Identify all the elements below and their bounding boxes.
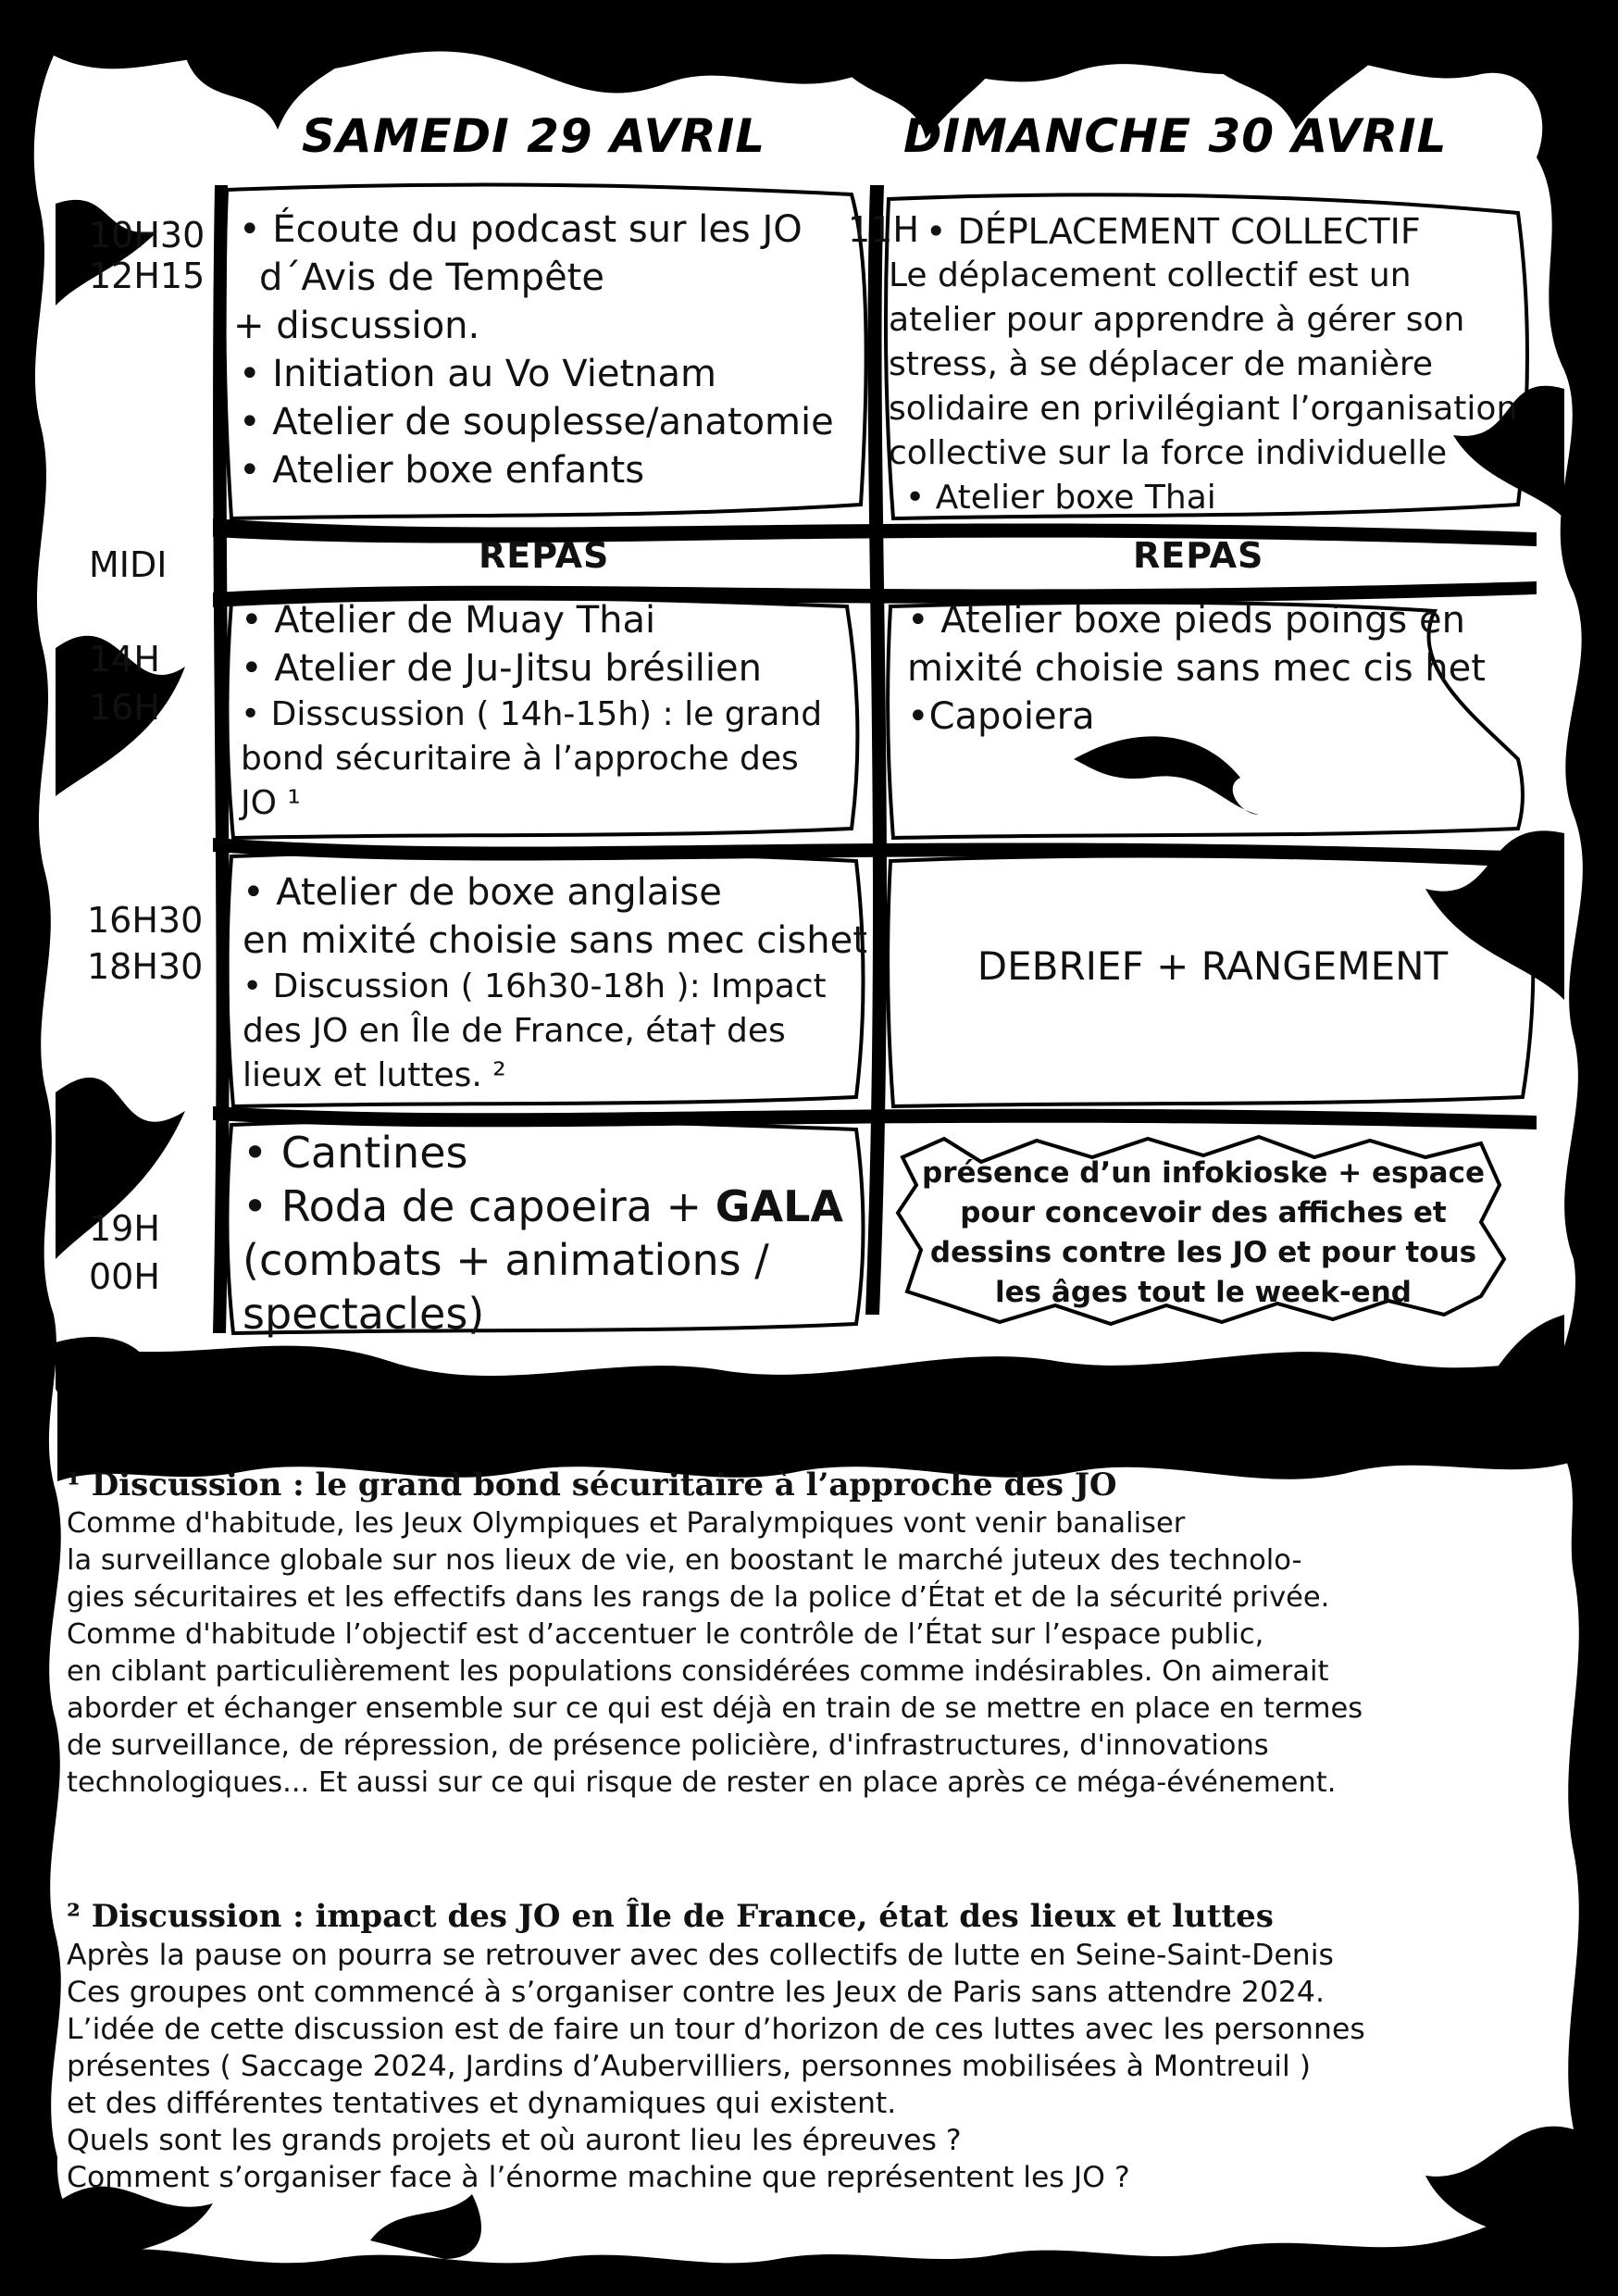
description-line: collective sur la force individuelle [889,434,1448,472]
time-row1: 10H30 12H15 [89,215,205,296]
activity-item: • Atelier de Muay Thai [241,599,656,642]
description-line: solidaire en privilégiant l’organisation [889,390,1518,428]
activity-item: spectacles) [243,1289,485,1339]
footnote-2-title: ² Discussion : impact des JO en Île de France, état des lieux et luttes [67,1898,1274,1935]
time-row4: 16H30 18H30 [87,900,204,987]
time-row3: 14H 16H [89,639,160,728]
activity-item: (combats + animations / [243,1235,769,1285]
activity-item: • Atelier de souplesse/anatomie [239,401,834,443]
activity-item: + discussion. [233,305,480,347]
saturday-afternoon-activities [241,596,822,826]
activity-item: bond sécuritaire à l’approche des [241,740,799,778]
sunday-morning-activities [889,209,1518,520]
activity-item: en mixité choisie sans mec cishet [243,919,867,962]
infokioske-note: présence d’un infokioske + espace pour concevoir des affiches et dessins contre les JO et pour tous les âges tout le week-end [922,1156,1485,1309]
activity-item: • Écoute du podcast sur les JO [239,208,803,251]
activity-item: • Discussion ( 16h30-18h ): Impact [243,967,827,1005]
sunday-afternoon-activities [907,596,1486,741]
footnote-1-title: ¹ Discussion : le grand bond sécuritaire à l’approche des JO [67,1466,1117,1504]
activity-item: •Capoiera [907,695,1095,738]
saturday-evening-activities [243,1126,843,1341]
footnote-2 [67,1896,1557,2196]
time-row5: 19H 00H [89,1208,160,1297]
activity-item: • Initiation au Vo Vietnam [239,353,716,395]
description-line: Le déplacement collectif est un [889,256,1412,294]
activity-item: mixité choisie sans mec cis het [907,647,1486,690]
saturday-late-afternoon-activities [243,868,867,1098]
activity-item: • Atelier de Ju-Jitsu brésilien [241,647,762,690]
footnote-1-body: Comme d'habitude, les Jeux Olympiques et Paralympiques vont venir banaliser la surveillance globale sur nos lieux de vie, en boostant le marché juteux des technolo- gies sécuritaires et les effectifs dans les rangs de la police d’État et de la sécurité privée. Comme d'habitude l’objectif est d’accentuer le contrôle de l’État sur l’espace public, en ciblant particulièrement les populations considérées comme indésirables. On aimerait aborder et échanger ensemble sur ce qui est déjà en train de se mettre en place en termes de surveillance, de répression, de présence policière, d'infrastructures, d'innovations technologiques... Et aussi sur ce qui risque de rester en place après ce méga-événement. [67,1507,1363,1799]
time-midi: MIDI [89,544,168,585]
activity-item: • Roda de capoeira + GALA [243,1181,843,1231]
activity-item: • Disscussion ( 14h-15h) : le grand [241,695,823,733]
activity-item: lieux et luttes. ² [243,1056,506,1094]
activity-item: • Atelier boxe Thai [905,479,1216,517]
activity-item: d´Avis de Tempête [259,256,604,299]
footnote-2-body: Après la pause on pourra se retrouver avec des collectifs de lutte en Seine-Saint-Denis Ces groupes ont commencé à s’organiser contre les Jeux de Paris sans attendre 2024. L’idée de cette discussion est de faire un tour d’horizon de ces luttes avec les personnes présentes ( Saccage 2024, Jardins d’Aubervilliers, personnes mobilisées à Montreuil ) et des différentes tentatives et dynamiques qui existent. Quels sont les grands projets et où auront lieu les épreuves ? Comment s’organiser face à l’énorme machine que représentent les JO ? [67,1939,1365,2194]
saturday-header: SAMEDI 29 AVRIL [302,109,766,163]
activity-item: • Atelier boxe enfants [239,449,645,492]
sunday-repas: REPAS [1133,535,1264,576]
description-line: atelier pour apprendre à gérer son [889,301,1465,339]
time-row1-sunday: 11H [848,209,919,250]
activity-item: JO ¹ [241,784,301,822]
activity-item: des JO en Île de France, éta† des [243,1012,786,1050]
saturday-repas: REPAS [479,535,610,576]
sunday-header: DIMANCHE 30 AVRIL [903,109,1448,163]
debrief-rangement: DEBRIEF + RANGEMENT [977,943,1449,989]
saturday-morning-activities [233,206,834,494]
activity-item: • Atelier boxe pieds poings en [907,599,1465,642]
gala-label: GALA [715,1181,843,1231]
activity-item: • Atelier de boxe anglaise [243,871,722,914]
footnote-1 [67,1465,1557,1802]
activity-item: • Cantines [243,1128,468,1178]
description-line: stress, à se déplacer de manière [889,345,1434,383]
deplacement-collectif-title: • DÉPLACEMENT COLLECTIF [926,211,1421,252]
